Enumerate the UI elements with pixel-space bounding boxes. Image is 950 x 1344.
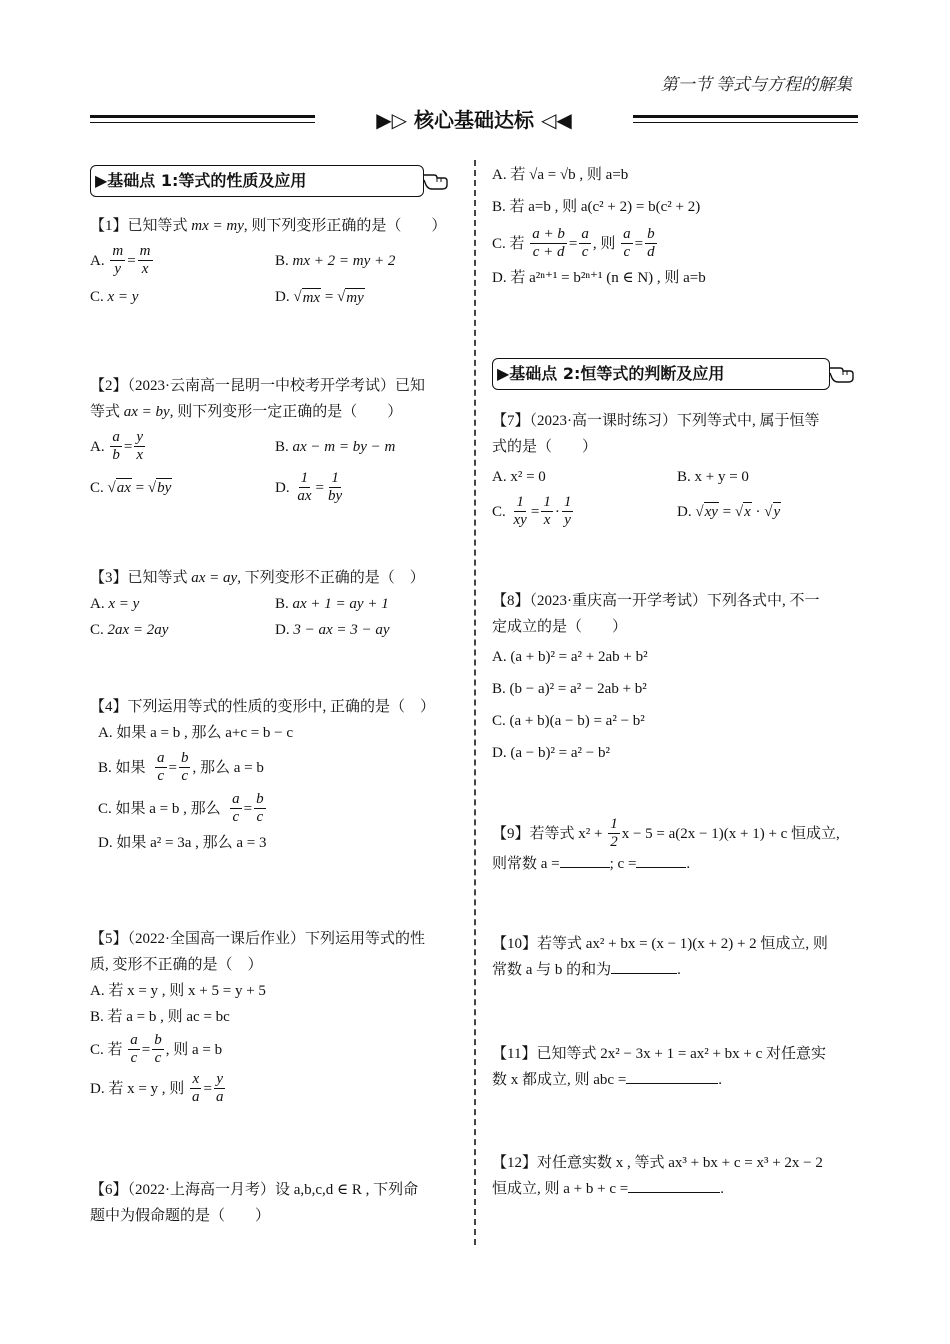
q1-option-a: A. $\frac{m}{y}$ = $\frac{m}{x}$ bbox=[90, 243, 151, 277]
q10-answer-blank[interactable] bbox=[611, 973, 677, 974]
q9-answer-c-blank[interactable] bbox=[636, 867, 686, 868]
question-1: 【1】已知等式 mx = my, 则下列变形正确的是（ ） A. $\frac{m}{y}$ = $\frac{m}{x}$ B. mx + 2 = my + 2 C. x = y D. √ mx = √ my bbox=[90, 213, 462, 310]
q8-option-a: A. (a + b)² = a² + 2ab + b² bbox=[492, 649, 648, 665]
q3-option-a: A. x = y bbox=[90, 596, 140, 612]
q3-option-b: B. ax + 1 = ay + 1 bbox=[275, 596, 389, 612]
q1-option-c: C. x = y bbox=[90, 289, 139, 305]
pointing-hand-icon bbox=[420, 165, 450, 200]
column-divider bbox=[474, 160, 476, 1245]
banner-rule-left bbox=[90, 115, 315, 123]
q3-option-c: C. 2ax = 2ay bbox=[90, 622, 169, 638]
question-6: 【6】（2022·上海高一月考）设 a,b,c,d ∈ R , 下列命 题中为假命题的是（ ） bbox=[90, 1182, 419, 1224]
banner-title: ▶▷ 核心基础达标 ◁◀ bbox=[376, 108, 572, 132]
q7-option-a: A. x² = 0 bbox=[492, 469, 546, 485]
section-1-box bbox=[90, 165, 424, 197]
section-2-title: ▶基础点 2:恒等式的判断及应用 bbox=[497, 364, 725, 383]
q7-option-b: B. x + y = 0 bbox=[677, 469, 749, 485]
q4-option-d: D. 如果 a² = 3a , 那么 a = 3 bbox=[98, 835, 267, 851]
q6-option-c: C. 若 $\frac{a + b}{c + d}$ = $\frac{a}{c}$ , 则 $\frac{a}{c}$ = $\frac{b}{d}$ bbox=[492, 226, 655, 260]
question-12: 【12】对任意实数 x , 等式 ax³ + bx + c = x³ + 2x − 2 恒成立, 则 a + b + c = . bbox=[492, 1155, 823, 1197]
banner-rule-right bbox=[633, 115, 858, 123]
q2-option-d: D. $\frac{1}{ax}$ = $\frac{1}{by}$ bbox=[275, 470, 343, 504]
q7-option-c: C. $\frac{1}{xy}$ = $\frac{1}{x}$ · $\frac{1}{y}$ bbox=[492, 494, 572, 528]
q1-option-b: B. mx + 2 = my + 2 bbox=[275, 252, 396, 269]
question-2: 【2】（2023·云南高一昆明一中校考开学考试）已知 等式 ax = by, 则下列变形一定正确的是（ ） A. $\frac{a}{b}$ = $\frac{y}{x}$ B. ax − m = by − m C. √ ax = √ by D. $\frac{1}{ax}$ = $\frac{1}{by}$ bbox=[90, 378, 425, 504]
q1-option-d: D. √ mx = √ my bbox=[275, 289, 364, 306]
q8-option-c: C. (a + b)(a − b) = a² − b² bbox=[492, 713, 645, 729]
q8-option-b: B. (b − a)² = a² − 2ab + b² bbox=[492, 681, 647, 697]
chapter-header: 第一节 等式与方程的解集 bbox=[660, 75, 852, 94]
question-6-options bbox=[492, 162, 862, 291]
section-1-header bbox=[90, 165, 462, 200]
q5-option-d: D. 若 x = y , 则 $\frac{x}{a}$ = $\frac{y}{a}$ bbox=[90, 1071, 224, 1105]
q4-option-c: C. 如果 a = b , 那么 $\frac{a}{c}$ = $\frac{b}{c}$ bbox=[98, 791, 264, 825]
section-2-box bbox=[492, 358, 830, 390]
question-10: 【10】若等式 ax² + bx = (x − 1)(x + 2) + 2 恒成立, 则 常数 a 与 b 的和为 . bbox=[492, 936, 828, 978]
question-7: 【7】（2023·高一课时练习）下列等式中, 属于恒等 式的是（ ） A. x² = 0 B. x + y = 0 C. $\frac{1}{xy}$ = $\frac{1}{x}$ · $\frac{1}{y}$ D. √ xy = √ x · √ y bbox=[492, 413, 820, 528]
question-3: 【3】已知等式 ax = ay, 下列变形不正确的是（ ） A. x = y B. ax + 1 = ay + 1 C. 2ax = 2ay D. 3 − ax = 3 − ay bbox=[90, 565, 462, 643]
section-2-header bbox=[492, 358, 862, 393]
question-4: 【4】下列运用等式的性质的变形中, 正确的是（ ） A. 如果 a = b , 那么 a+c = b − c B. 如果 $\frac{a}{c}$ = $\frac{b}{c}$ , 那么 a = b C. 如果 a = b , 那么 $\frac{a}{c}$ = $\frac{b}{c}$ D. 如果 a² = 3a , 那么 a = 3 bbox=[90, 694, 462, 856]
q5-option-b: B. 若 a = b , 则 ac = bc bbox=[90, 1009, 230, 1025]
q6-option-b: B. 若 a=b , 则 a(c² + 2) = b(c² + 2) bbox=[492, 199, 701, 215]
q3-option-d: D. 3 − ax = 3 − ay bbox=[275, 622, 390, 638]
pointing-hand-icon bbox=[826, 358, 856, 393]
q11-answer-blank[interactable] bbox=[626, 1083, 718, 1084]
q4-option-b: B. 如果 $\frac{a}{c}$ = $\frac{b}{c}$ , 那么 a = b bbox=[98, 750, 264, 784]
q6-option-d: D. 若 a²ⁿ⁺¹ = b²ⁿ⁺¹ (n ∈ N) , 则 a=b bbox=[492, 270, 706, 286]
question-5: 【5】（2022·全国高一课后作业）下列运用等式的性 质, 变形不正确的是（ ） A. 若 x = y , 则 x + 5 = y + 5 B. 若 a = b , 则 ac = bc C. 若 $\frac{a}{c}$ = $\frac{b}{c}$ , 则 a = b D. 若 x = y , 则 $\frac{x}{a}$ = $\frac{y}{a}$ bbox=[90, 926, 462, 1106]
q12-answer-blank[interactable] bbox=[628, 1192, 720, 1193]
banner bbox=[90, 102, 858, 136]
q7-option-d: D. √ xy = √ x · √ y bbox=[677, 503, 781, 520]
q6-option-a: A. 若 √a = √b , 则 a=b bbox=[492, 167, 629, 183]
q2-option-a: A. $\frac{a}{b}$ = $\frac{y}{x}$ bbox=[90, 429, 143, 463]
question-11: 【11】已知等式 2x² − 3x + 1 = ax² + bx + c 对任意实 数 x 都成立, 则 abc = . bbox=[492, 1046, 827, 1088]
question-9: 【9】若等式 x² + $\frac{1}{2}$ x − 5 = a(2x − 1)(x + 1) + c 恒成立, 则常数 a = ; c = . bbox=[492, 816, 840, 872]
question-8: 【8】（2023·重庆高一开学考试）下列各式中, 不一 定成立的是（ ） A. (a + b)² = a² + 2ab + b² B. (b − a)² = a² − 2ab + b² C. (a + b)(a − b) = a² − b² D. (a − b)² = a² − b² bbox=[492, 588, 862, 766]
q2-option-b: B. ax − m = by − m bbox=[275, 438, 396, 455]
q5-option-c: C. 若 $\frac{a}{c}$ = $\frac{b}{c}$ , 则 a = b bbox=[90, 1032, 223, 1066]
q2-option-c: C. √ ax = √ by bbox=[90, 479, 172, 496]
q9-answer-a-blank[interactable] bbox=[560, 867, 610, 868]
q5-option-a: A. 若 x = y , 则 x + 5 = y + 5 bbox=[90, 983, 266, 999]
q8-option-d: D. (a − b)² = a² − b² bbox=[492, 745, 611, 761]
section-1-title: ▶基础点 1:等式的性质及应用 bbox=[95, 171, 307, 190]
q4-option-a: A. 如果 a = b , 那么 a+c = b − c bbox=[98, 725, 294, 741]
